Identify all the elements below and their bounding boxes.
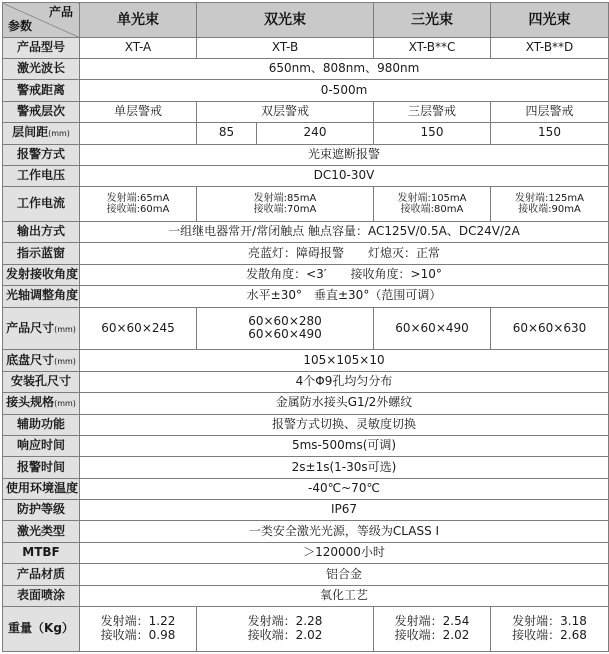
- size-dual-line: 60×60×280: [248, 313, 322, 328]
- size-single: 60×60×245: [80, 307, 197, 350]
- distance-value: 0-500m: [80, 80, 609, 101]
- row-spacing: [3, 123, 609, 144]
- row-coating: [3, 585, 609, 606]
- row-label: 辅助功能: [3, 414, 80, 435]
- protection-value: IP67: [80, 500, 609, 521]
- row-levels: [3, 101, 609, 122]
- row-label: MTBF: [3, 542, 80, 563]
- material-value: 铝合金: [80, 564, 609, 585]
- response-value: 5ms-500ms(可调): [80, 435, 609, 456]
- wavelength-value: 650nm、808nm、980nm: [80, 59, 609, 80]
- spacing-unit: (mm): [48, 129, 70, 139]
- base-unit: (mm): [54, 356, 76, 366]
- output-value: 一组继电器常开/常闭触点 触点容量：AC125V/0.5A、DC24V/2A: [80, 221, 609, 242]
- row-wavelength: [3, 59, 609, 80]
- row-label: 警戒距离: [3, 80, 80, 101]
- levels-triple: 三层警戒: [374, 101, 491, 122]
- row-mtbf: [3, 542, 609, 563]
- row-output: [3, 221, 609, 242]
- alarm-time-value: 2s±1s(1-30s可选): [80, 457, 609, 478]
- current-dual: [197, 187, 374, 222]
- mtbf-value: ＞120000小时: [80, 542, 609, 563]
- spacing-dual-a: 85: [197, 123, 257, 144]
- row-response: [3, 435, 609, 456]
- current-quad: [491, 187, 609, 222]
- row-label: 响应时间: [3, 435, 80, 456]
- model-single: XT-A: [80, 37, 197, 58]
- holes-value: 4个Φ9孔均匀分布: [80, 371, 609, 392]
- angle-value: 发散角度：<3′ 接收角度：>10°: [80, 264, 609, 285]
- current-single: [80, 187, 197, 222]
- current-emitter: 发射端:85mA: [253, 192, 317, 204]
- current-emitter: 发射端:65mA: [106, 192, 170, 204]
- laser-type-value: 一类安全激光光源，等级为CLASS Ⅰ: [80, 521, 609, 542]
- row-alarm-time: [3, 457, 609, 478]
- row-laser-type: [3, 521, 609, 542]
- weight-emitter: 发射端：1.22: [100, 614, 176, 629]
- current-emitter: 发射端:125mA: [514, 192, 585, 204]
- header-corner: [3, 3, 80, 38]
- size-unit: (mm): [54, 324, 76, 334]
- row-label: 防护等级: [3, 500, 80, 521]
- row-label: 激光波长: [3, 59, 80, 80]
- weight-receiver: 接收端：2.68: [512, 628, 587, 642]
- indicator-value: 亮蓝灯：障碍报警 灯熄灭：正常: [80, 243, 609, 264]
- row-label: 光轴调整角度: [3, 286, 80, 307]
- current-receiver: 接收端:90mA: [518, 204, 581, 216]
- row-label: 使用环境温度: [3, 478, 80, 499]
- row-protection: [3, 500, 609, 521]
- header-single-beam: 单光束: [80, 3, 197, 38]
- row-label: 重量（Kg）: [3, 607, 80, 652]
- row-label: 警戒层次: [3, 101, 80, 122]
- weight-emitter: 发射端：3.18: [512, 614, 587, 629]
- model-triple: XT-B**C: [374, 37, 491, 58]
- row-current: [3, 187, 609, 222]
- header-triple-beam: 三光束: [374, 3, 491, 38]
- row-material: [3, 564, 609, 585]
- levels-dual: 双层警戒: [197, 101, 374, 122]
- row-label: 指示蓝窗: [3, 243, 80, 264]
- spacing-single: [80, 123, 197, 144]
- row-model: [3, 37, 609, 58]
- row-label: 输出方式: [3, 221, 80, 242]
- row-weight: [3, 607, 609, 652]
- row-voltage: [3, 165, 609, 186]
- size-triple: 60×60×490: [374, 307, 491, 350]
- weight-receiver: 接收端：2.02: [247, 628, 323, 642]
- weight-triple: [374, 607, 491, 652]
- coating-value: 氧化工艺: [80, 585, 609, 606]
- spacing-quad: 150: [491, 123, 609, 144]
- weight-emitter: 发射端：2.28: [247, 614, 323, 629]
- spacing-triple: 150: [374, 123, 491, 144]
- voltage-value: DC10-30V: [80, 165, 609, 186]
- base-value: 105×105×10: [80, 350, 609, 371]
- weight-single: [80, 607, 197, 652]
- row-temperature: [3, 478, 609, 499]
- row-label: 报警时间: [3, 457, 80, 478]
- row-indicator: [3, 243, 609, 264]
- model-dual: XT-B: [197, 37, 374, 58]
- levels-quad: 四层警戒: [491, 101, 609, 122]
- model-quad: XT-B**D: [491, 37, 609, 58]
- row-label: 发射接收角度: [3, 264, 80, 285]
- base-label: 底盘尺寸: [6, 352, 55, 367]
- size-quad: 60×60×630: [491, 307, 609, 350]
- row-label: 产品材质: [3, 564, 80, 585]
- row-distance: [3, 80, 609, 101]
- size-dual: [197, 307, 374, 350]
- row-label: 工作电压: [3, 165, 80, 186]
- current-receiver: 接收端:70mA: [253, 204, 317, 216]
- row-label: [3, 123, 80, 144]
- row-label: 激光类型: [3, 521, 80, 542]
- temperature-value: -40℃~70℃: [80, 478, 609, 499]
- row-label: 产品型号: [3, 37, 80, 58]
- spec-table: [2, 2, 609, 652]
- row-connector: [3, 393, 609, 414]
- header-quad-beam: 四光束: [491, 3, 609, 38]
- size-label: 产品尺寸: [6, 320, 55, 335]
- row-base: [3, 350, 609, 371]
- row-aux: [3, 414, 609, 435]
- row-label: 表面喷涂: [3, 585, 80, 606]
- row-angle: [3, 264, 609, 285]
- adjust-value: 水平±30° 垂直±30°（范围可调）: [80, 286, 609, 307]
- corner-product-label: 产品: [48, 5, 73, 19]
- spacing-label: 层间距: [12, 125, 49, 140]
- current-receiver: 接收端:80mA: [400, 204, 464, 216]
- weight-receiver: 接收端：0.98: [100, 628, 176, 642]
- row-label: 报警方式: [3, 144, 80, 165]
- weight-receiver: 接收端：2.02: [394, 628, 470, 642]
- connector-label: 接头规格: [6, 395, 55, 410]
- current-triple: [374, 187, 491, 222]
- connector-unit: (mm): [54, 399, 76, 409]
- corner-param-label: 参数: [8, 18, 33, 33]
- header-row: [3, 3, 609, 38]
- aux-value: 报警方式切换、灵敏度切换: [80, 414, 609, 435]
- row-label: [3, 350, 80, 371]
- weight-emitter: 发射端：2.54: [394, 614, 470, 629]
- size-dual-line: 60×60×490: [248, 327, 322, 342]
- row-label: 安装孔尺寸: [3, 371, 80, 392]
- current-receiver: 接收端:60mA: [106, 204, 170, 216]
- weight-quad: [491, 607, 609, 652]
- spacing-dual-b: 240: [257, 123, 374, 144]
- row-label: [3, 393, 80, 414]
- levels-single: 单层警戒: [80, 101, 197, 122]
- row-holes: [3, 371, 609, 392]
- row-size: [3, 307, 609, 350]
- row-label: [3, 307, 80, 350]
- alarm-mode-value: 光束遮断报警: [80, 144, 609, 165]
- row-alarm-mode: [3, 144, 609, 165]
- current-emitter: 发射端:105mA: [397, 192, 467, 204]
- row-adjust: [3, 286, 609, 307]
- weight-dual: [197, 607, 374, 652]
- header-dual-beam: 双光束: [197, 3, 374, 38]
- connector-value: 金属防水接头G1/2外螺纹: [80, 393, 609, 414]
- row-label: 工作电流: [3, 187, 80, 222]
